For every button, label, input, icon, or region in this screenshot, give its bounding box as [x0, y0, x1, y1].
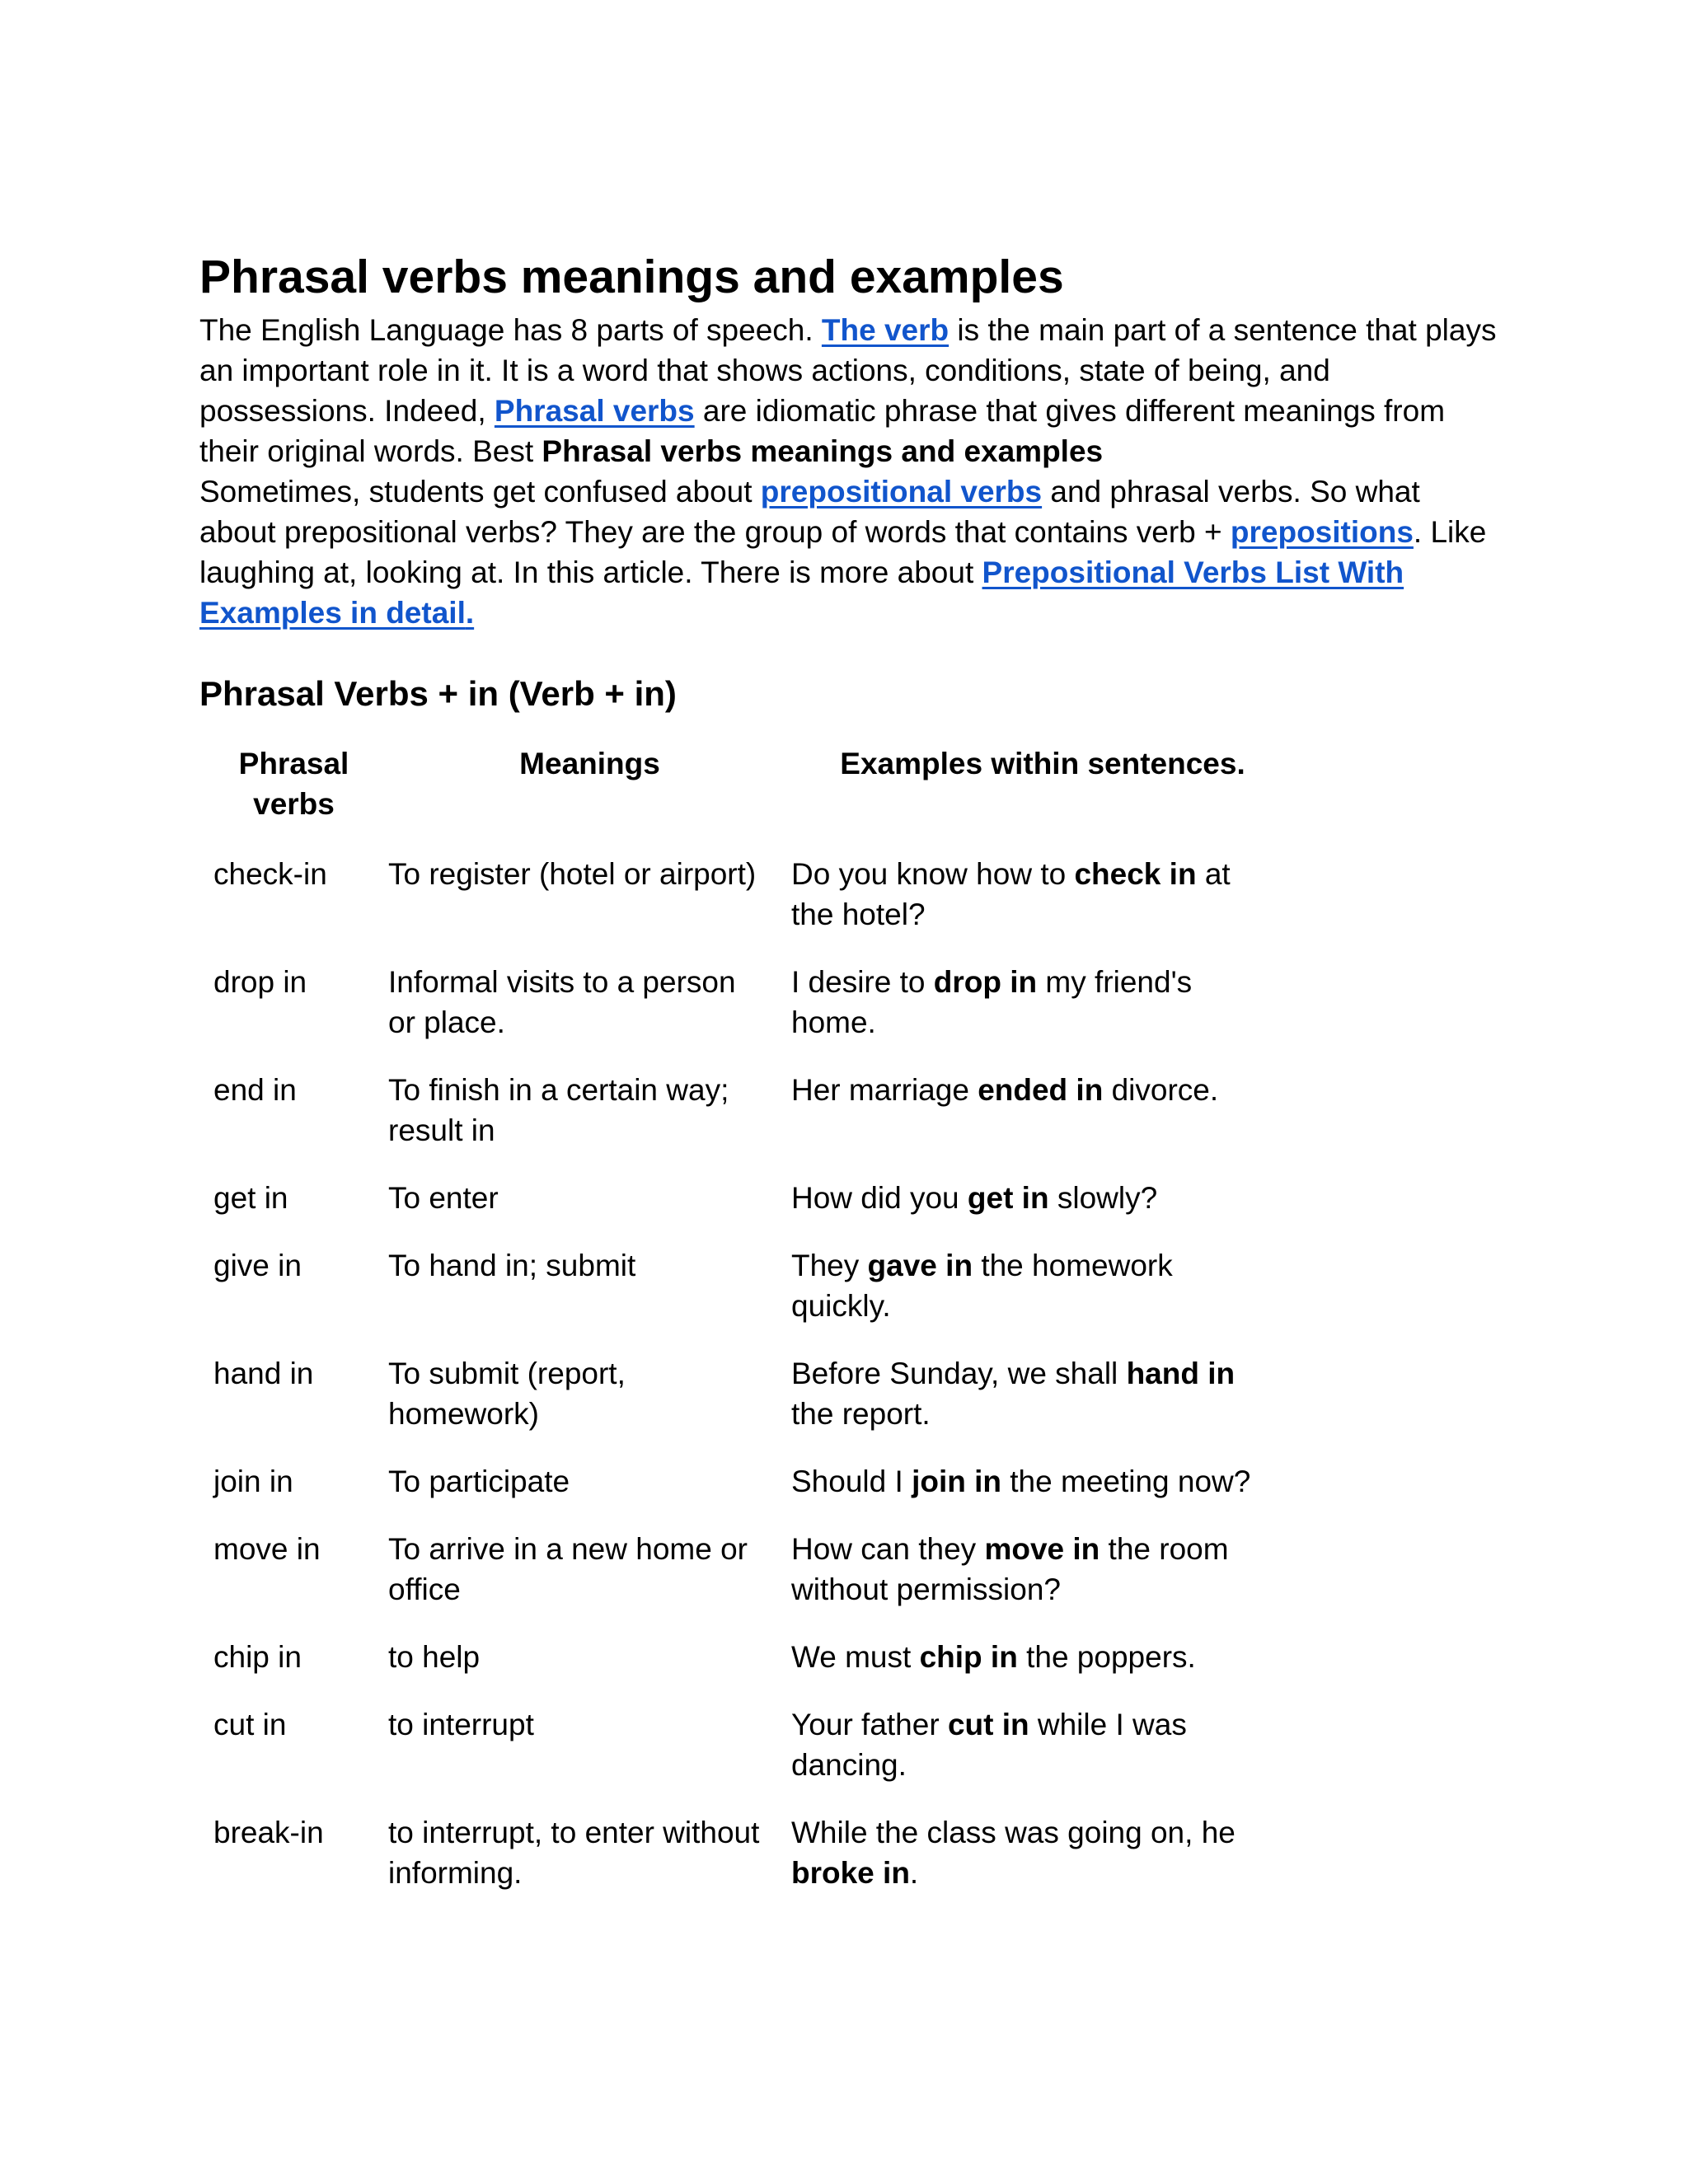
example-text: the poppers. — [1017, 1640, 1196, 1674]
example-verb-bold: ended in — [978, 1073, 1104, 1107]
table-row — [199, 1234, 1294, 1342]
example-cell — [791, 1625, 1294, 1693]
verb-cell: drop in — [213, 965, 307, 999]
table-row — [199, 950, 1294, 1058]
example-text: Do you know how to — [791, 857, 1075, 891]
table-row — [199, 1801, 1294, 1909]
example-cell — [791, 1517, 1294, 1625]
example-text: Your father — [791, 1708, 948, 1741]
example-cell — [791, 1234, 1294, 1342]
meaning-cell: Informal visits to a person or place. — [388, 965, 736, 1039]
the-verb-link[interactable]: The verb — [821, 313, 950, 347]
example-text: while I was dancing. — [791, 1708, 1187, 1782]
prepositions-link[interactable]: prepositions — [1230, 515, 1414, 549]
example-text: . — [909, 1856, 919, 1890]
header-examples: Examples within sentences. — [840, 747, 1245, 780]
document-page — [199, 244, 1502, 1909]
example-text: We must — [791, 1640, 920, 1674]
table-row — [199, 1342, 1294, 1450]
meaning-cell: To finish in a certain way; result in — [388, 1073, 729, 1147]
meaning-cell: to help — [388, 1640, 481, 1674]
intro-text-3: are idiomatic phrase that gives different meanings from their original words. Best — [199, 394, 1446, 468]
example-verb-bold: join in — [912, 1465, 1001, 1498]
intro-text-1: The English Language has 8 parts of speech. — [199, 313, 822, 347]
verb-cell: join in — [213, 1465, 293, 1498]
section-heading: Phrasal Verbs + in (Verb + in) — [199, 674, 677, 713]
phrasal-verbs-table — [199, 735, 1294, 1909]
example-verb-bold: broke in — [791, 1856, 910, 1890]
meaning-cell: To submit (report, homework) — [388, 1357, 626, 1431]
example-cell — [791, 1693, 1294, 1801]
example-text: I desire to — [791, 965, 934, 999]
example-text: Before Sunday, we shall — [791, 1357, 1127, 1390]
example-text: Her marriage — [791, 1073, 978, 1107]
example-verb-bold: drop in — [933, 965, 1038, 999]
example-cell — [791, 1342, 1294, 1450]
meaning-cell: To register (hotel or airport) — [388, 857, 757, 891]
prepositional-paragraph — [199, 471, 1502, 633]
example-text: the homework quickly. — [791, 1249, 1173, 1323]
header-phrasal-verbs: Phrasal verbs — [238, 747, 349, 821]
meaning-cell: To arrive in a new home or office — [388, 1532, 748, 1606]
example-verb-bold: hand in — [1126, 1357, 1236, 1390]
para2-text-2: and phrasal verbs. So what about prepositional verbs? They are the group of words that contains verb + — [199, 475, 1420, 549]
para2-text-1: Sometimes, students get confused about — [199, 475, 761, 509]
verb-cell: break-in — [213, 1816, 324, 1849]
meaning-cell: To hand in; submit — [388, 1249, 636, 1282]
table-row — [199, 1625, 1294, 1693]
verb-cell: end in — [213, 1073, 297, 1107]
header-meanings: Meanings — [519, 747, 660, 780]
meaning-cell: to interrupt, to enter without informing. — [388, 1816, 760, 1890]
verb-cell: get in — [213, 1181, 288, 1215]
example-text: divorce. — [1103, 1073, 1219, 1107]
example-text: Should I — [791, 1465, 912, 1498]
example-text: the room without permission? — [791, 1532, 1229, 1606]
example-cell — [791, 1166, 1294, 1234]
table-row — [199, 1058, 1294, 1166]
example-verb-bold: get in — [967, 1181, 1049, 1215]
prepositional-verbs-list-link-text: Prepositional Verbs List With Examples in detail — [199, 555, 1404, 630]
table-row — [199, 1450, 1294, 1517]
example-cell — [791, 950, 1294, 1058]
example-verb-bold: chip in — [919, 1640, 1018, 1674]
example-text: my friend's home. — [791, 965, 1193, 1039]
example-cell — [791, 842, 1294, 950]
example-verb-bold: check in — [1074, 857, 1197, 891]
para2-text-3: . Like laughing at, looking at. In this article. There is more about — [199, 515, 1487, 589]
prepositional-verbs-link[interactable]: prepositional verbs — [760, 475, 1043, 509]
table-row — [199, 1517, 1294, 1625]
example-text: How can they — [791, 1532, 985, 1566]
example-text: slowly? — [1048, 1181, 1158, 1215]
example-verb-bold: move in — [984, 1532, 1100, 1566]
example-verb-bold: gave in — [867, 1249, 973, 1282]
verb-cell: give in — [213, 1249, 302, 1282]
example-verb-bold: cut in — [947, 1708, 1029, 1741]
table-row — [199, 1693, 1294, 1801]
verb-cell: hand in — [213, 1357, 314, 1390]
meaning-cell: To enter — [388, 1181, 499, 1215]
table-header-row — [199, 735, 1294, 842]
table-row — [199, 842, 1294, 950]
example-text: at the hotel? — [791, 857, 1231, 931]
intro-bold-text: Phrasal verbs meanings and examples — [542, 434, 1104, 468]
example-text: They — [791, 1249, 868, 1282]
example-text: the report. — [791, 1397, 931, 1431]
verb-cell: chip in — [213, 1640, 302, 1674]
verb-cell: check-in — [213, 857, 327, 891]
example-cell — [791, 1450, 1294, 1517]
meaning-cell: To participate — [388, 1465, 570, 1498]
intro-paragraph — [199, 310, 1502, 471]
example-text: While the class was going on, he — [791, 1816, 1236, 1849]
verb-cell: move in — [213, 1532, 321, 1566]
table-row — [199, 1166, 1294, 1234]
meaning-cell: to interrupt — [388, 1708, 534, 1741]
link-trailing-period: . — [465, 596, 475, 630]
page-title: Phrasal verbs meanings and examples — [199, 251, 1064, 303]
example-cell — [791, 1058, 1294, 1166]
example-text: How did you — [791, 1181, 968, 1215]
verb-cell: cut in — [213, 1708, 287, 1741]
intro-text-2: is the main part of a sentence that plays an important role in it. It is a word that shows actions, conditions, state of being, and possessions. Indeed, — [199, 313, 1497, 428]
phrasal-verbs-link[interactable]: Phrasal verbs — [494, 394, 695, 428]
example-cell — [791, 1801, 1294, 1909]
example-text: the meeting now? — [1001, 1465, 1251, 1498]
